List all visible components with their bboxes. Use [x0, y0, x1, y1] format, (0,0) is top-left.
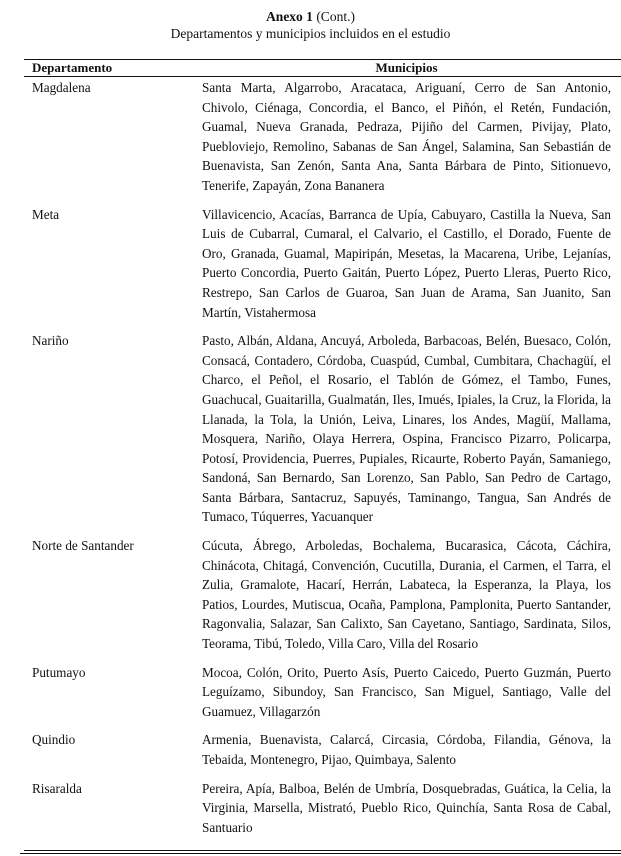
table-row — [24, 205, 621, 323]
table-header — [24, 60, 621, 77]
table-row — [24, 536, 621, 654]
table-row — [24, 663, 621, 722]
table-row — [24, 78, 621, 196]
cell-departamento: Risaralda — [32, 780, 82, 796]
table-row — [24, 730, 621, 769]
cell-municipios: Mocoa, Colón, Orito, Puerto Asís, Puerto Caicedo, Puerto Guzmán, Puerto Leguízamo, Sibundoy, San Francisco, San Miguel, Santiago, Valle del Guamuez, Villagarzón — [202, 664, 611, 719]
annex-title — [0, 8, 621, 25]
cell-departamento: Quindio — [32, 732, 76, 748]
cell-municipios: Pereira, Apía, Balboa, Belén de Umbría, Dosquebradas, Guática, la Celia, la Virginia, Marsella, Mistrató, Pueblo Rico, Quinchía, Santa Rosa de Cabal, Santuario — [202, 780, 611, 835]
cell-departamento: Nariño — [32, 333, 69, 349]
table-row — [24, 779, 621, 838]
cell-municipios: Cúcuta, Ábrego, Arboledas, Bochalema, Bucarasica, Cácota, Cáchira, Chinácota, Chitagá, Convención, Cucutilla, Durania, el Carmen, el Tarra, el Zulia, Gramalote, Hacarí, Herrán, Labateca, la Esperanza, la Playa, los Patios, Lourdes, Mutiscua, Ocaña, Pamplona, Pamplonita, Puerto Santander, Ragonvalia, Salazar, San Calixto, San Cayetano, Santiago, Sardinata, Silos, Teorama, Tibú, Toledo, Villa Caro, Villa del Rosario — [202, 538, 611, 652]
table-row — [24, 331, 621, 527]
cell-departamento: Norte de Santander — [32, 538, 134, 554]
cell-municipios: Pasto, Albán, Aldana, Ancuyá, Arboleda, Barbacoas, Belén, Buesaco, Colón, Consacá, Contadero, Córdoba, Cuaspúd, Cumbal, Cumbitara, Chachagüí, el Charco, el Peñol, el Rosario, el Tablón de Gómez, el Tambo, Funes, Guachucal, Guaitarilla, Gualmatán, Iles, Imués, Ipiales, la Cruz, la Florida, la Llanada, la Tola, la Unión, Leiva, Linares, los Andes, Magüí, Mallama, Mosquera, Nariño, Olaya Herrera, Ospina, Francisco Pizarro, Policarpa, Potosí, Providencia, Puerres, Pupiales, Ricaurte, Roberto Payán, Samaniego, Sandoná, San Bernardo, San Lorenzo, San Pablo, San Pedro de Cartago, Santa Bárbara, Santacruz, Sapuyés, Taminango, Tangua, San Andrés de Tumaco, Túquerres, Yacuanquer — [202, 333, 611, 525]
cell-municipios: Santa Marta, Algarrobo, Aracataca, Ariguaní, Cerro de San Antonio, Chivolo, Ciénaga, Concordia, el Banco, el Piñón, el Retén, Fundación, Guamal, Nueva Granada, Pedraza, Pijiño del Carmen, Pivijay, Plato, Puebloviejo, Remolino, Sabanas de San Ángel, Salamina, San Sebastián de Buenavista, San Zenón, Santa Ana, Santa Bárbara de Pinto, Sitionuevo, Tenerife, Zapayán, Zona Bananera — [202, 80, 611, 193]
table-bottom-rule — [24, 850, 621, 851]
header-departamento: Departamento — [32, 60, 113, 75]
annex-subtitle: Departamentos y municipios incluidos en el estudio — [170, 26, 451, 41]
cell-municipios: Villavicencio, Acacías, Barranca de Upía, Cabuyaro, Castilla la Nueva, San Luis de Cubarral, Cumaral, el Calvario, el Castillo, el Dorado, Fuente de Oro, Granada, Guamal, Mapiripán, Mesetas, la Macarena, Uribe, Lejanías, Puerto Concordia, Puerto Gaitán, Puerto López, Puerto Lleras, Puerto Rico, Restrepo, San Carlos de Guaroa, San Juan de Arama, San Juanito, San Martín, Vistahermosa — [202, 206, 611, 320]
header-municipios: Municipios — [375, 60, 438, 75]
cell-departamento: Putumayo — [32, 664, 86, 680]
table-bottom-rule-double — [20, 853, 621, 854]
cell-departamento: Magdalena — [32, 80, 91, 95]
cell-municipios: Armenia, Buenavista, Calarcá, Circasia, Córdoba, Filandia, Génova, la Tebaida, Montenegro, Pijao, Quimbaya, Salento — [202, 732, 611, 767]
table-caption — [0, 8, 621, 42]
cell-departamento: Meta — [32, 206, 60, 222]
table-body — [24, 77, 621, 837]
annex-label: Anexo 1 — [266, 9, 313, 24]
annex-cont: (Cont.) — [316, 9, 355, 24]
municipalities-table — [24, 59, 621, 837]
